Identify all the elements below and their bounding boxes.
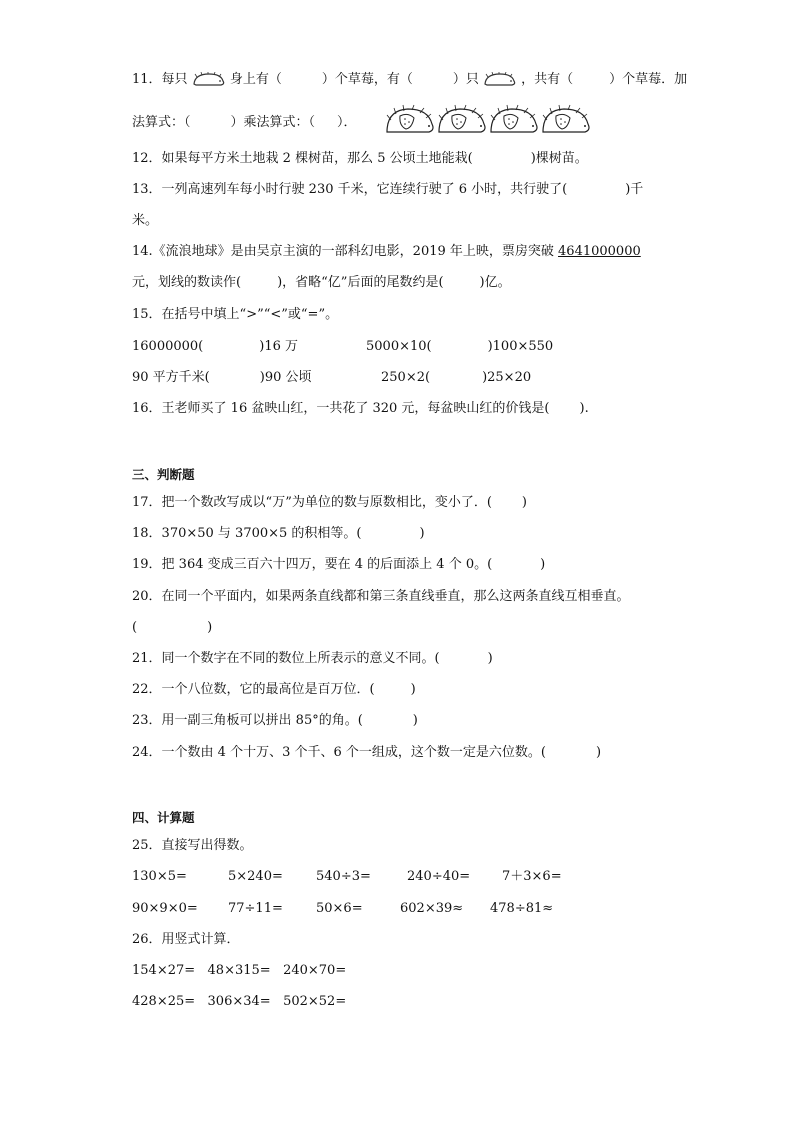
q15-r1a-right: )16 万 [259, 339, 298, 354]
q15-r2b-right: )25×20 [482, 370, 532, 385]
q25-r1-c3: 540÷3= [316, 869, 371, 884]
q13-line2 [132, 212, 158, 230]
q13-text: 13．一列高速列车每小时行驶 230 千米，它连续行驶了 6 小时，共行驶了( [132, 182, 568, 197]
q25-r2-c3: 50×6= [316, 901, 363, 916]
hedgehog-strawberry-icon [439, 105, 485, 132]
q12 [132, 150, 588, 168]
q22 [132, 681, 416, 699]
q26-title: 26．用竖式计算． [132, 932, 240, 947]
q15-r2b-left: 250×2( [381, 370, 431, 385]
q15-r2b [381, 369, 531, 387]
q26-row1: 154×27= 48×315= 240×70= [132, 963, 347, 978]
q11-text-9: ）． [337, 115, 357, 130]
q16-text: 16．王老师买了 16 盆映山红，一共花了 320 元，每盆映山红的价钱是( [132, 401, 550, 416]
q17-text: 17．把一个数改写成以“万”为单位的数与原数相比，变小了．( [132, 495, 492, 510]
hedgehog-strawberry-icon [491, 105, 537, 132]
q15-r1a [132, 338, 298, 356]
q11-text-8: ）乘法算式：（ [230, 115, 316, 130]
q17-paren: ) [521, 495, 527, 510]
q24 [132, 744, 601, 762]
q11-text-6: ）个草莓．加 [609, 72, 688, 87]
q13 [132, 181, 643, 199]
q14 [132, 243, 641, 261]
q15-r1a-left: 16000000( [132, 339, 204, 354]
q25-r2-c2: 77÷11= [228, 901, 283, 916]
q12-text-end: )棵树苗。 [530, 151, 588, 166]
q14-text: 14.《流浪地球》是由吴京主演的一部科幻电影，2019 年上映，票房突破 [132, 244, 559, 259]
q16 [132, 400, 589, 418]
q14-text-3: )，省略“亿”后面的尾数约是( [277, 275, 444, 290]
q14-text-4: )亿。 [479, 275, 511, 290]
q14-line2 [132, 274, 511, 292]
q15-r2a-right: )90 公顷 [259, 370, 312, 385]
q16-text-end: ). [579, 401, 589, 416]
section-3-heading: 三、判断题 [132, 467, 195, 482]
q12-text: 12．如果每平方米土地栽 2 棵树苗，那么 5 公顷土地能栽( [132, 151, 473, 166]
q11-text-1: 11．每只 [132, 72, 188, 87]
q23 [132, 712, 418, 730]
q15-title: 15．在括号中填上“>”“<”或“=”。 [132, 307, 339, 322]
q25-r2-c5: 478÷81≈ [490, 901, 554, 916]
q15 [132, 306, 338, 324]
q15-r1b-right: )100×550 [487, 339, 554, 354]
q18-paren: ) [419, 526, 425, 541]
q15-r2a [132, 369, 312, 387]
q14-underlined-number: 4641000000 [558, 244, 641, 259]
q20-line2 [132, 619, 212, 637]
hedgehogs-with-strawberries [384, 104, 594, 142]
q21 [132, 650, 493, 668]
q21-paren: ) [487, 651, 493, 666]
hedgehog-icon [192, 72, 226, 88]
q19-text: 19．把 364 变成三百六十四万，要在 4 的后面添上 4 个 0。( [132, 557, 493, 572]
q26-row2: 428×25= 306×34= 502×52= [132, 994, 347, 1009]
section-4-heading: 四、计算题 [132, 810, 195, 825]
q20-paren-open: ( [132, 620, 138, 635]
q11-text-2: 身上有（ [229, 72, 282, 87]
q11-text-3: ）个草莓，有（ [321, 72, 413, 87]
q22-paren: ) [410, 682, 416, 697]
q20-text: 20．在同一个平面内，如果两条直线都和第三条直线垂直，那么这两条直线互相垂直。 [132, 589, 630, 604]
q15-r2a-left: 90 平方千米( [132, 370, 210, 385]
q25-title: 25．直接写出得数。 [132, 838, 253, 853]
q18 [132, 525, 425, 543]
q11-text-5: ，共有（ [521, 72, 574, 87]
q13-text-cont: 米。 [132, 213, 159, 228]
q25-r2-c1: 90×9×0= [132, 901, 198, 916]
hedgehog-strawberry-icon [543, 105, 589, 132]
q14-text-2: 元，划线的数读作( [132, 275, 242, 290]
q22-text: 22．一个八位数，它的最高位是百万位．( [132, 682, 375, 697]
q25-r1-c1: 130×5= [132, 869, 187, 884]
q13-text-end: )千 [625, 182, 644, 197]
q25-r2-c4: 602×39≈ [400, 901, 464, 916]
q18-text: 18．370×50 与 3700×5 的积相等。( [132, 526, 362, 541]
q23-paren: ) [412, 713, 418, 728]
q11-text-7: 法算式：（ [132, 115, 191, 130]
q24-text: 24．一个数由 4 个十万、3 个千、6 个一组成，这个数一定是六位数。( [132, 745, 546, 760]
hedgehog-strawberry-icon [387, 105, 433, 132]
q17 [132, 494, 527, 512]
q21-text: 21．同一个数字在不同的数位上所表示的意义不同。( [132, 651, 440, 666]
q25-r1-c2: 5×240= [228, 869, 283, 884]
hedgehog-icon [483, 72, 517, 88]
q24-paren: ) [595, 745, 602, 760]
q23-text: 23．用一副三角板可以拼出 85°的角。( [132, 713, 363, 728]
q11-line1 [132, 71, 687, 89]
q15-r1b-left: 5000×10( [366, 339, 432, 354]
q25-r1-c4: 240÷40= [407, 869, 471, 884]
q20 [132, 588, 630, 606]
q11-text-4: ）只 [452, 72, 479, 87]
q19 [132, 556, 545, 574]
q11-line2 [132, 114, 357, 132]
q19-paren: ) [540, 557, 546, 572]
q20-paren-close: ) [207, 620, 213, 635]
q25-r1-c5: 7＋3×6= [502, 869, 562, 884]
q15-r1b [366, 338, 553, 356]
